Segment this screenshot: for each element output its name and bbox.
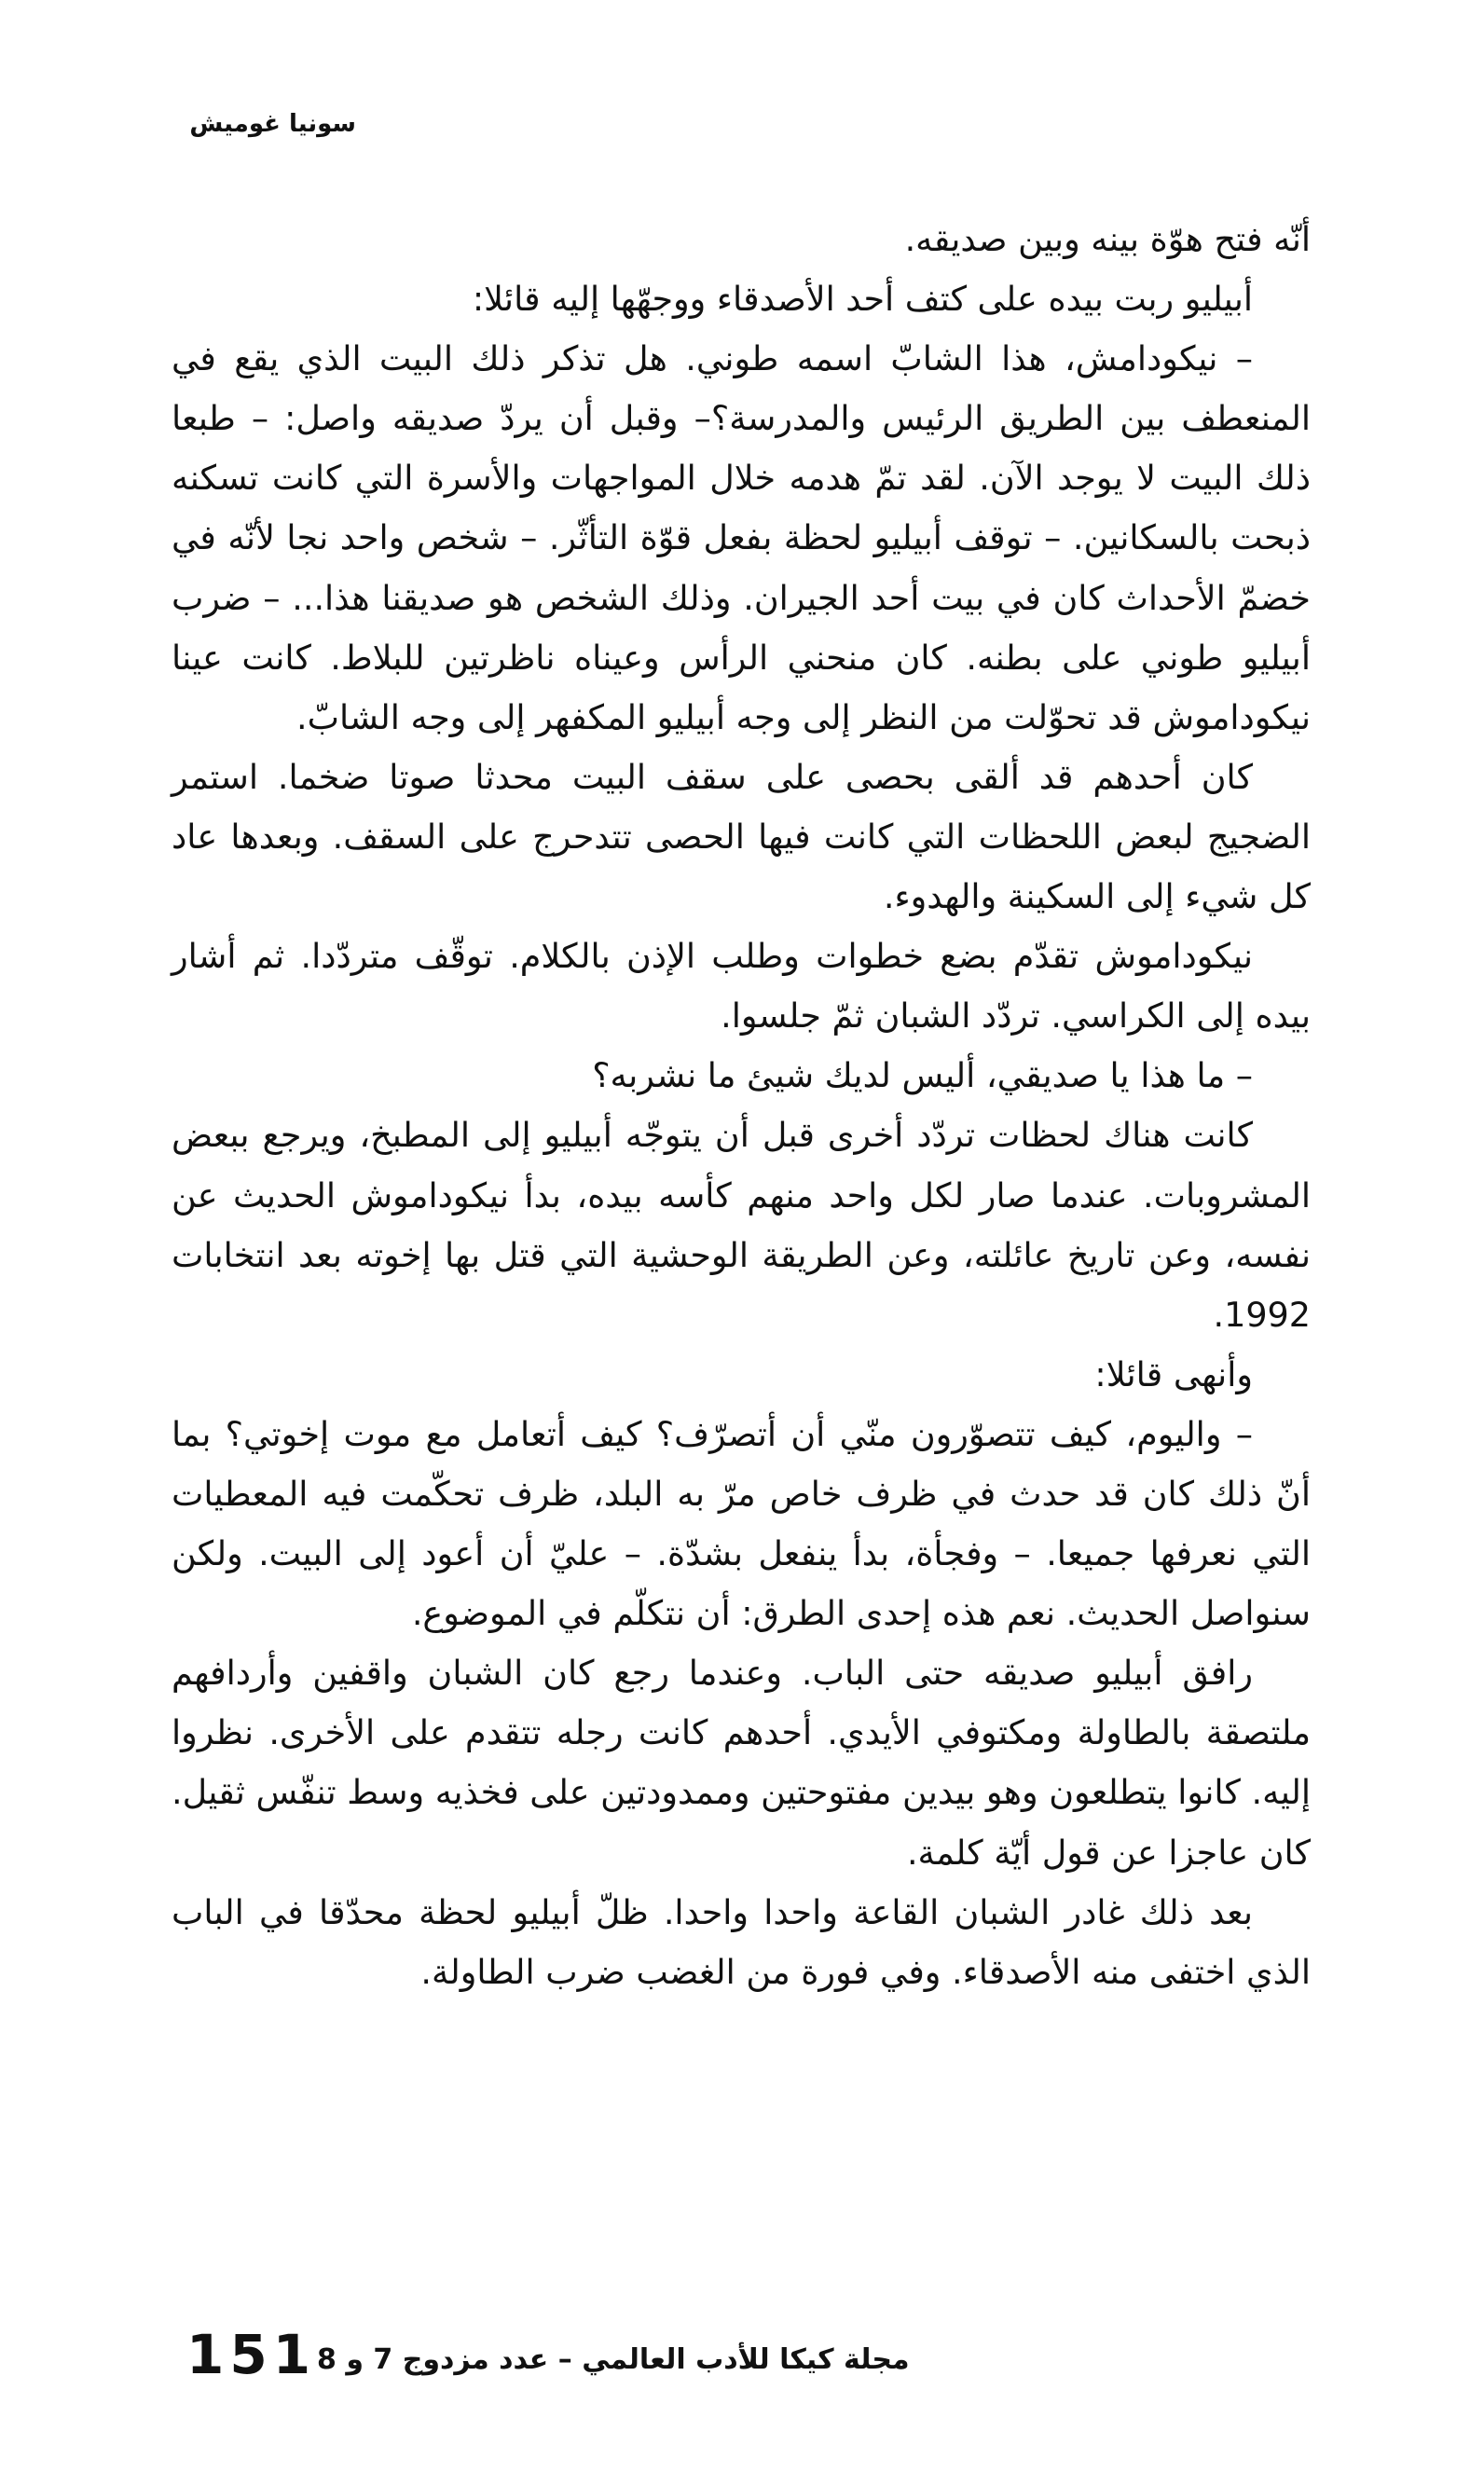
paragraph-8: وأنهى قائلا:: [1094, 1353, 1253, 1394]
paragraph-7: كانت هناك لحظات تردّد أخرى قبل أن يتوجّه أبيليو إلى المطبخ، ويرجع ببعض المشروبات. عندما صار لكل واحد منهم كأسه بيده، بدأ نيكوداموش الحديث عن نفسه، وعن تاريخ عائلته، وعن الطريقة الوحشية التي قتل بها إخوته بعد انتخابات 1992.: [172, 1115, 1311, 1335]
paragraph-5: نيكوداموش تقدّم بضع خطوات وطلب الإذن بالكلام. توقّف متردّدا. ثم أشار بيده إلى الكراسي. تردّد الشبان ثمّ جلسوا.: [172, 936, 1311, 1037]
paragraph-2: أبيليو ربت بيده على كتف أحد الأصدقاء ووجهّها إليه قائلا:: [472, 279, 1253, 320]
paragraph-1: أنّه فتح هوّة بينه وبين صديقه.: [904, 219, 1311, 259]
paragraph-6: – ما هذا يا صديقي، أليس لديك شيئ ما نشربه؟: [592, 1055, 1253, 1096]
page-number: 151: [186, 2323, 317, 2386]
paragraph-9: – واليوم، كيف تتصوّرون منّي أن أتصرّف؟ كيف أتعامل مع موت إخوتي؟ بما أنّ ذلك كان قد حدث في ظرف خاص مرّ به البلد، ظرف تحكّمت فيه المعطيات التي نعرفها جميعا. – وفجأة، بدأ ينفعل بشدّة. – عليّ أن أعود إلى البيت. ولكن سنواصل الحديث. نعم هذه إحدى الطرق: أن نتكلّم في الموضوع.: [172, 1413, 1311, 1634]
running-header-author: سونيا غوميش: [189, 110, 356, 138]
journal-title: مجلة كيكا للأدب العالمي – عدد مزدوج 7 و 8: [317, 2343, 910, 2376]
body-text: [172, 210, 1311, 2002]
page-footer: [186, 2323, 1314, 2388]
paragraph-11: بعد ذلك غادر الشبان القاعة واحدا واحدا. ظلّ أبيليو لحظة محدّقا في الباب الذي اختفى منه الأصدقاء. وفي فورة من الغضب ضرب الطاولة.: [172, 1891, 1311, 1992]
paragraph-4: كان أحدهم قد ألقى بحصى على سقف البيت محدثا صوتا ضخما. استمر الضجيج لبعض اللحظات التي كانت فيها الحصى تتدحرج على السقف. وبعدها عاد كل شيء إلى السكينة والهدوء.: [172, 756, 1311, 917]
paragraph-10: رافق أبيليو صديقه حتى الباب. وعندما رجع كان الشبان واقفين وأردافهم ملتصقة بالطاولة ومكتوفي الأيدي. أحدهم كانت رجله تتقدم على الأخرى. نظروا إليه. كانوا يتطلعون وهو بيدين مفتوحتين وممدودتين على فخذيه وسط تنفّس ثقيل. كان عاجزا عن قول أيّة كلمة.: [172, 1653, 1311, 1873]
paragraph-3: – نيكودامش، هذا الشابّ اسمه طوني. هل تذكر ذلك البيت الذي يقع في المنعطف بين الطريق الرئيس والمدرسة؟– وقبل أن يردّ صديقه واصل: – طبعا ذلك البيت لا يوجد الآن. لقد تمّ هدمه خلال المواجهات والأسرة التي كانت تسكنه ذبحت بالسكانين. – توقف أبيليو لحظة بفعل قوّة التأثّر. – شخص واحد نجا لأنّه في خضمّ الأحداث كان في بيت أحد الجيران. وذلك الشخص هو صديقنا هذا... – ضرب أبيليو طوني على بطنه. كان منحني الرأس وعيناه ناظرتين للبلاط. كانت عينا نيكوداموش قد تحوّلت من النظر إلى وجه أبيليو المكفهر إلى وجه الشابّ.: [172, 338, 1311, 737]
